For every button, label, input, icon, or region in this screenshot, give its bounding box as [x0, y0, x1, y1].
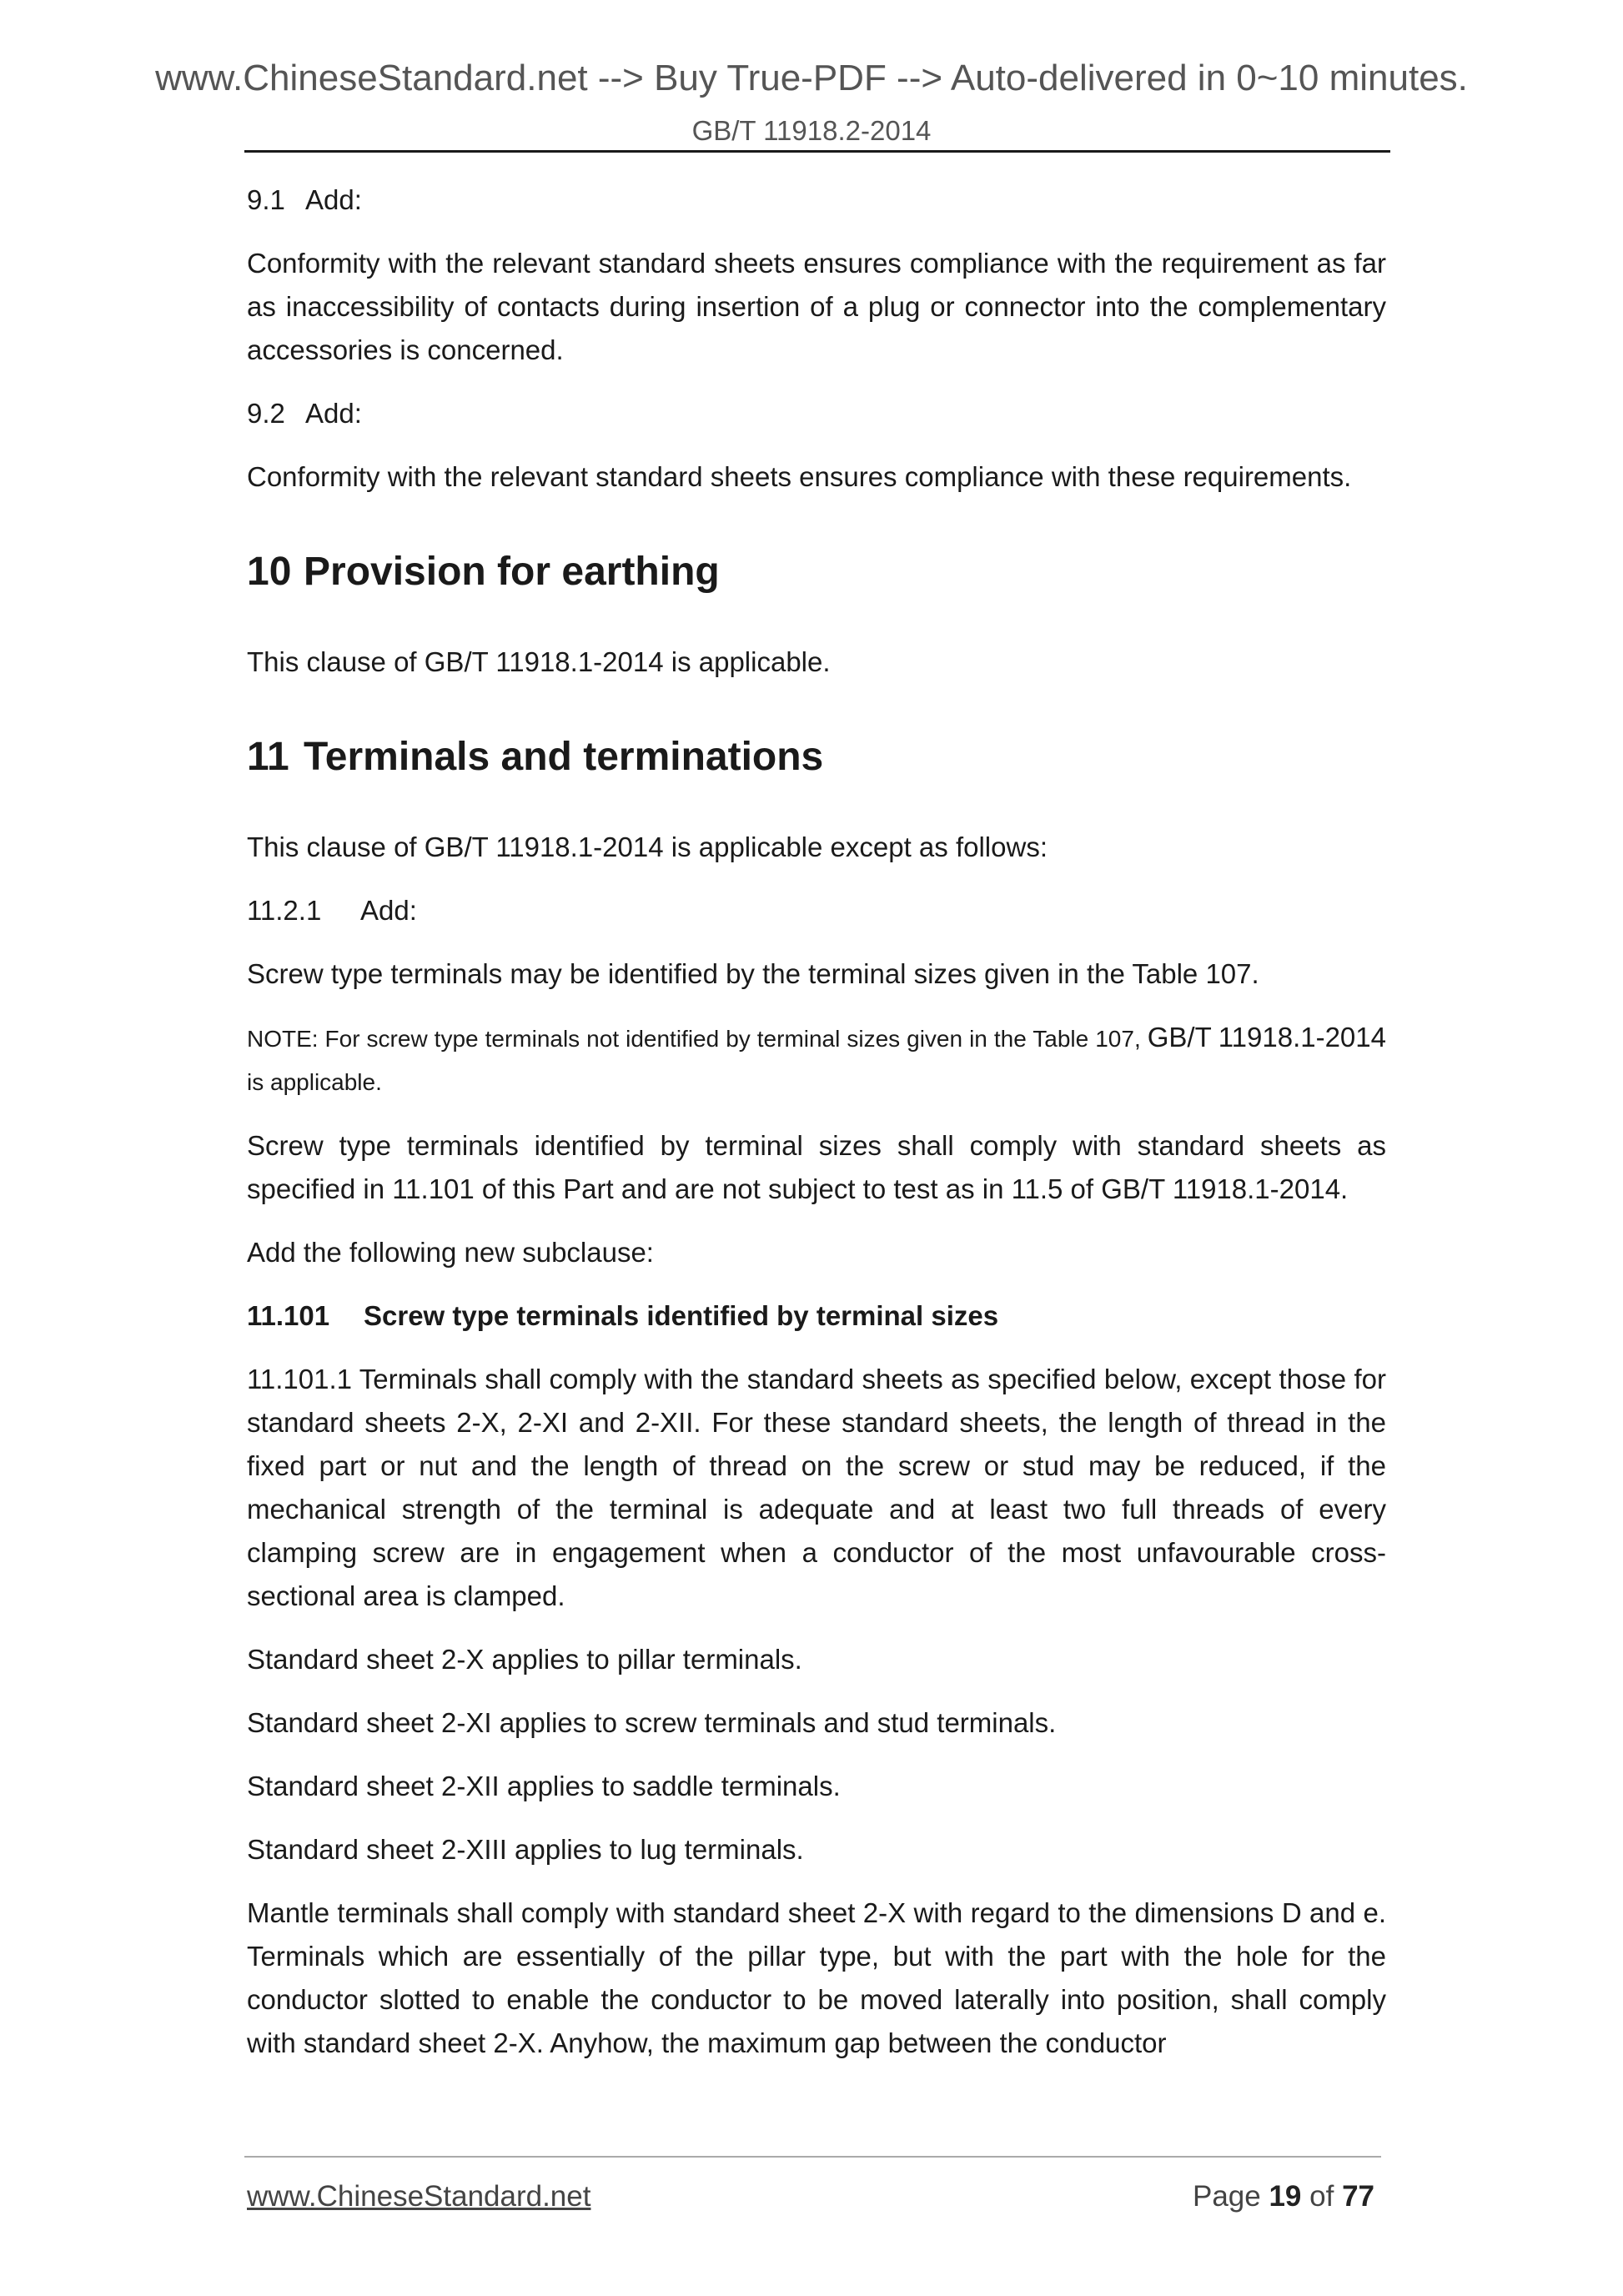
section-10-text: This clause of GB/T 11918.1-2014 is applicable.	[247, 646, 831, 677]
page-current: 19	[1269, 2180, 1302, 2213]
note	[247, 1016, 1386, 1104]
standard-number: GB/T 11918.2-2014	[691, 115, 932, 146]
mantle-paragraph: Mantle terminals shall comply with standard sheet 2-X with regard to the dimensions D and e. Terminals which are essentially of the pillar type, but with the part with the hole for the conductor slotted to enable the conductor to be moved laterally into position, shall comply with standard sheet 2-X. Anyhow, the maximum gap between the conductor	[247, 1897, 1386, 2058]
page-indicator	[1193, 2182, 1374, 2211]
clause-9-1-text: Conformity with the relevant standard sheets ensures compliance with the requirement as far as inaccessibility of contacts during insertion of a plug or connector into the complementary accessories is concerned.	[247, 248, 1386, 365]
footer-divider	[244, 2156, 1381, 2158]
page-content	[247, 178, 1386, 2085]
paragraph-add-subclause: Add the following new subclause:	[247, 1237, 654, 1268]
clause-title: Screw type terminals identified by terminal sizes	[364, 1300, 999, 1331]
paragraph-comply: Screw type terminals identified by terminal sizes shall comply with standard sheets as specified in 11.101 of this Part and are not subject to test as in 11.5 of GB/T 11918.1-2014.	[247, 1130, 1386, 1204]
section-title: Provision for earthing	[304, 550, 720, 594]
clause-11-2-1-text: Screw type terminals may be identified by the terminal sizes given in the Table 107.	[247, 958, 1259, 989]
clause-11-2-1-heading	[247, 889, 1386, 932]
footer-link[interactable]: www.ChineseStandard.net	[247, 2180, 591, 2213]
note-tail: is applicable.	[247, 1069, 382, 1095]
sheet-line: Standard sheet 2-X applies to pillar terminals.	[247, 1644, 802, 1675]
clause-11-101-heading	[247, 1294, 1386, 1338]
clause-11-101-1-text: 11.101.1 Terminals shall comply with the standard sheets as specified below, except those for standard sheets 2-X, 2-XI and 2-XII. For these standard sheets, the length of thread in the fixed part or nut and the length of thread on the screw or stud may be reduced, if the mechanical strength of the terminal is adequate and at least two full threads of every clamping screw are in engagement when a conductor of the most unfavourable cross-sectional area is clamped.	[247, 1364, 1386, 1611]
page-separator: of	[1309, 2180, 1334, 2213]
section-number: 11	[247, 735, 289, 779]
clause-number: 11.101	[247, 1300, 330, 1331]
header-banner: www.ChineseStandard.net --> Buy True-PDF --> Auto-delivered in 0~10 minutes.	[155, 58, 1468, 98]
clause-number: 11.2.1	[247, 895, 322, 926]
clause-label: Add:	[305, 398, 362, 429]
header-divider	[244, 150, 1390, 153]
sheet-line: Standard sheet 2-XIII applies to lug terminals.	[247, 1834, 804, 1865]
clause-9-2-heading	[247, 392, 1386, 435]
clause-label: Add:	[360, 895, 417, 926]
page-prefix: Page	[1192, 2180, 1261, 2213]
clause-9-2-text: Conformity with the relevant standard sheets ensures compliance with these requirements.	[247, 461, 1352, 492]
clause-number: 9.1	[247, 184, 285, 215]
section-number: 10	[247, 550, 292, 594]
clause-9-1-heading	[247, 178, 1386, 222]
note-ref-b: 11918.1-2014	[1218, 1022, 1386, 1053]
clause-number: 9.2	[247, 398, 285, 429]
section-title: Terminals and terminations	[304, 735, 824, 779]
page-total: 77	[1342, 2180, 1374, 2213]
section-11-heading	[247, 732, 1386, 782]
section-11-intro: This clause of GB/T 11918.1-2014 is applicable except as follows:	[247, 831, 1048, 862]
note-ref-a: GB/T	[1147, 1022, 1212, 1053]
section-10-heading	[247, 547, 1386, 597]
note-lead: NOTE: For screw type terminals not identified by terminal sizes given in the Table 107,	[247, 1026, 1141, 1052]
sheet-line: Standard sheet 2-XI applies to screw terminals and stud terminals.	[247, 1707, 1057, 1738]
clause-label: Add:	[305, 184, 362, 215]
sheet-line: Standard sheet 2-XII applies to saddle terminals.	[247, 1771, 841, 1801]
